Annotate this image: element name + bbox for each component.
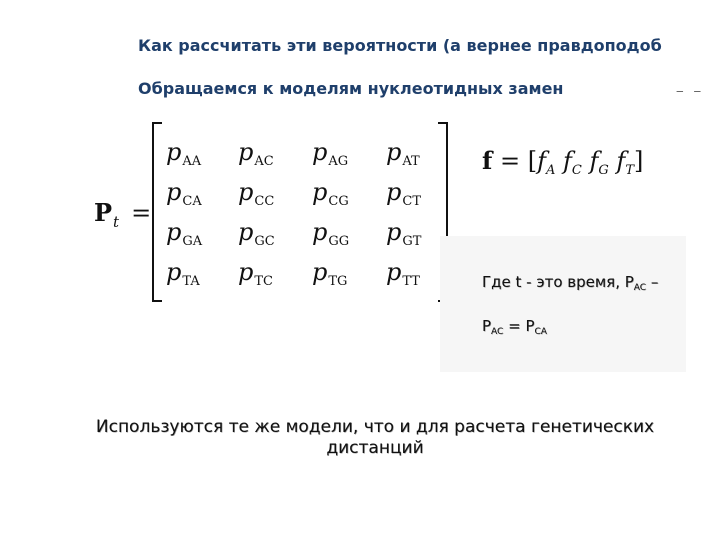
frequency-close-bracket: ] [633, 147, 644, 175]
matrix-symbol: P [94, 198, 113, 227]
note-line-time: Где t - это время, $P_{AC}$ – [482, 273, 659, 293]
matrix-cell: $p_{TG}$ [312, 258, 348, 289]
matrix-cell: $p_{GC}$ [238, 218, 275, 249]
matrix-cell: $p_{TC}$ [238, 258, 273, 289]
caption-line-2: дистанций [326, 438, 424, 458]
matrix-cell: $p_{TT}$ [386, 258, 420, 289]
frequency-open-bracket: [ [527, 147, 538, 175]
matrix-cell: $p_{CA}$ [166, 178, 202, 209]
note-line-symmetry: $P_{AC} = P_{CA}$ [482, 317, 547, 337]
matrix-cell: $p_{CT}$ [386, 178, 421, 209]
slide-heading-primary: Как рассчитать эти вероятности (а вернее правдоподоб [138, 36, 662, 55]
caption-line-1: Используются те же модели, что и для расчета генетических [95, 417, 655, 437]
frequency-vector [482, 146, 644, 178]
matrix-cell: $p_{TA}$ [166, 258, 200, 289]
matrix-cell: $p_{AC}$ [238, 138, 274, 169]
frequency-item: $f_A$ [537, 147, 556, 178]
frequency-item: $f_T$ [616, 147, 634, 178]
decorative-dash: ‒ ‒ [676, 84, 705, 98]
note-panel [440, 236, 686, 372]
matrix-equals: = [131, 199, 152, 227]
matrix-cell: $p_{CC}$ [238, 178, 275, 209]
frequency-item: $f_G$ [589, 147, 609, 178]
matrix-cell: $p_{AA}$ [166, 138, 202, 169]
substitution-matrix [166, 132, 460, 292]
matrix-cell: $p_{GA}$ [166, 218, 203, 249]
matrix-subscript: t [113, 213, 120, 231]
matrix-cell: $p_{CG}$ [312, 178, 349, 209]
matrix-cell: $p_{AT}$ [386, 138, 420, 169]
slide-heading-secondary: Обращаемся к моделям нуклеотидных замен [138, 79, 564, 98]
matrix-cell: $p_{GG}$ [312, 218, 350, 249]
slide-caption [60, 417, 690, 459]
frequency-equals: = [499, 147, 521, 175]
matrix-left-bracket [152, 122, 162, 302]
frequency-item: $f_C$ [563, 147, 582, 178]
frequency-symbol: f [482, 146, 493, 175]
matrix-lhs [94, 198, 152, 231]
matrix-cell: $p_{GT}$ [386, 218, 422, 249]
matrix-cell: $p_{AG}$ [312, 138, 349, 169]
